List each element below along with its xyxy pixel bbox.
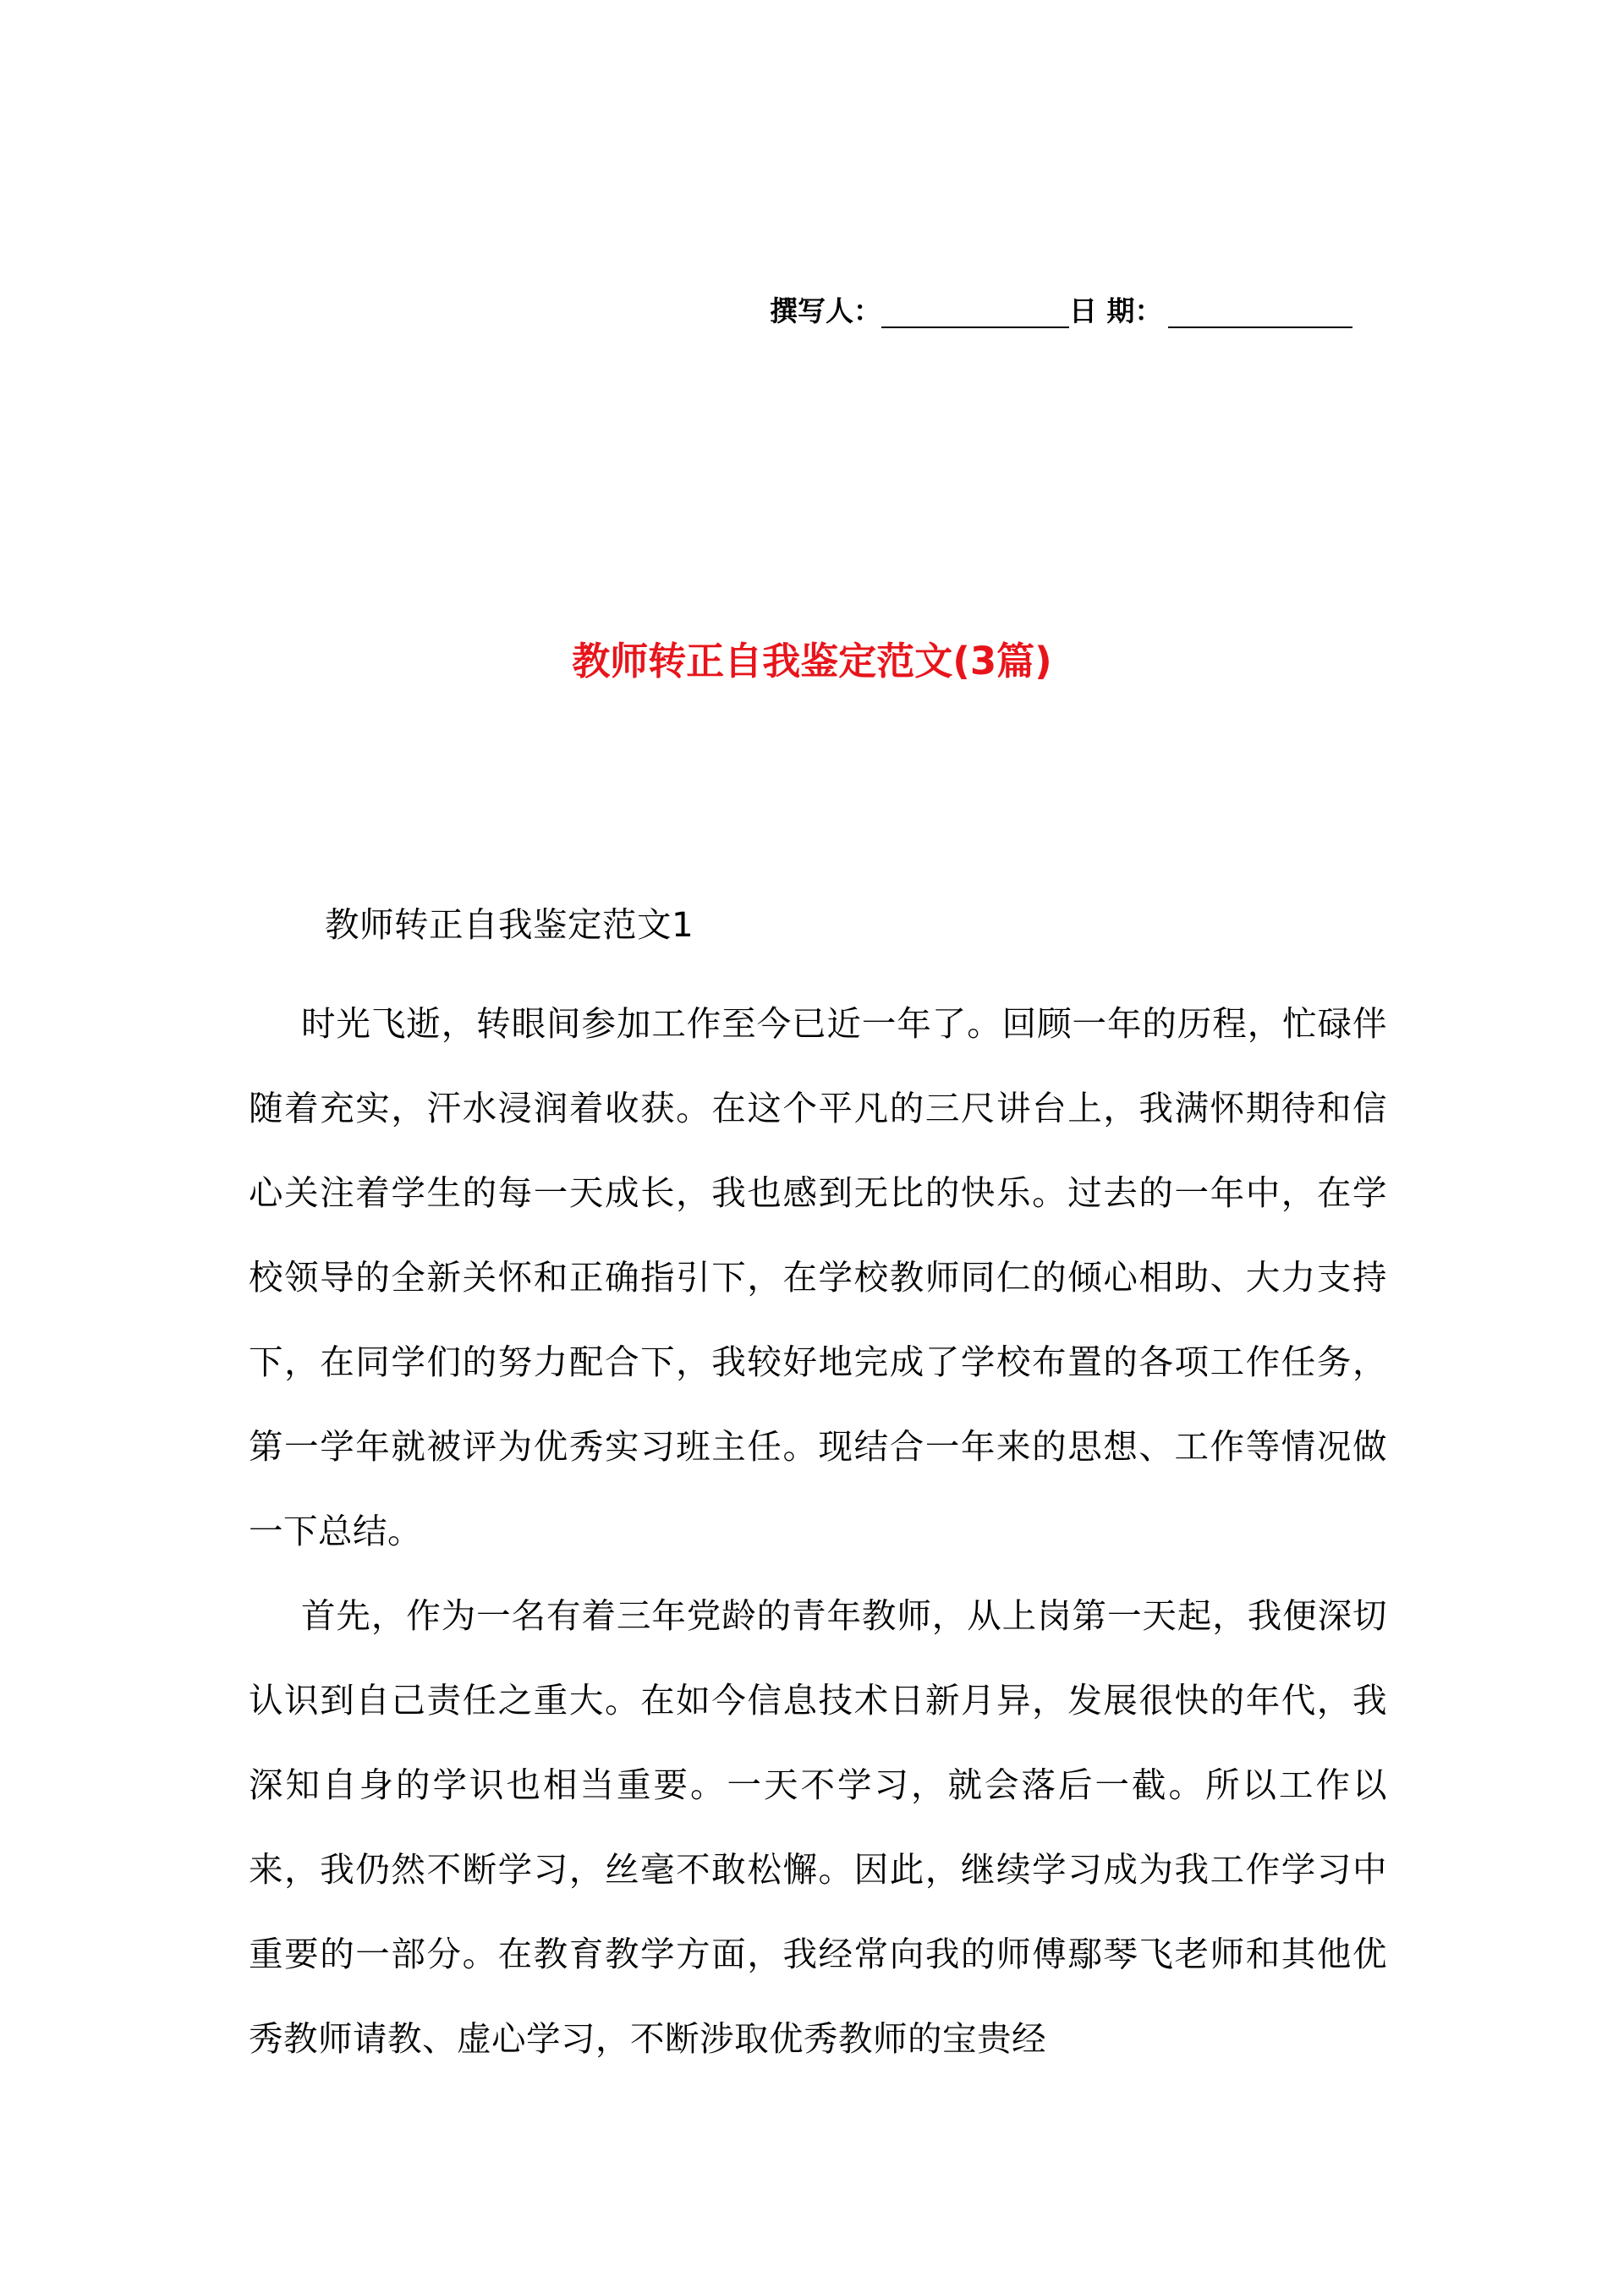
paragraph-2: 首先，作为一名有着三年党龄的青年教师，从上岗第一天起，我便深切认识到自己责任之重大。在如今信息技术日新月异，发展很快的年代，我深知自身的学识也相当重要。一天不学习，就会落后一截。所以工作以来，我仍然不断学习，丝毫不敢松懈。因此，继续学习成为我工作学习中重要的一部分。在教育教学方面，我经常向我的师傅鄢琴飞老师和其他优秀教师请教、虚心学习，不断涉取优秀教师的宝贵经 [249, 1595, 1387, 2059]
author-blank [881, 294, 1069, 328]
paragraph-1: 时光飞逝，转眼间参加工作至今已近一年了。回顾一年的历程，忙碌伴随着充实，汗水浸润着收获。在这个平凡的三尺讲台上，我满怀期待和信心关注着学生的每一天成长，我也感到无比的快乐。过去的一年中，在学校领导的全新关怀和正确指引下，在学校教师同仁的倾心相助、大力支持下，在同学们的努力配合下，我较好地完成了学校布置的各项工作任务，第一学年就被评为优秀实习班主任。现结合一年来的思想、工作等情况做一下总结。 [249, 1003, 1387, 1551]
date-blank [1168, 294, 1352, 328]
article-body [249, 897, 1387, 2081]
author-label: 撰写人： [770, 294, 881, 327]
date-label: 日 期： [1069, 294, 1163, 327]
section-heading: 教师转正自我鉴定范文1 [325, 904, 694, 945]
author-date-line [770, 286, 1387, 328]
document-title: 教师转正自我鉴定范文(3篇) [572, 639, 1052, 683]
